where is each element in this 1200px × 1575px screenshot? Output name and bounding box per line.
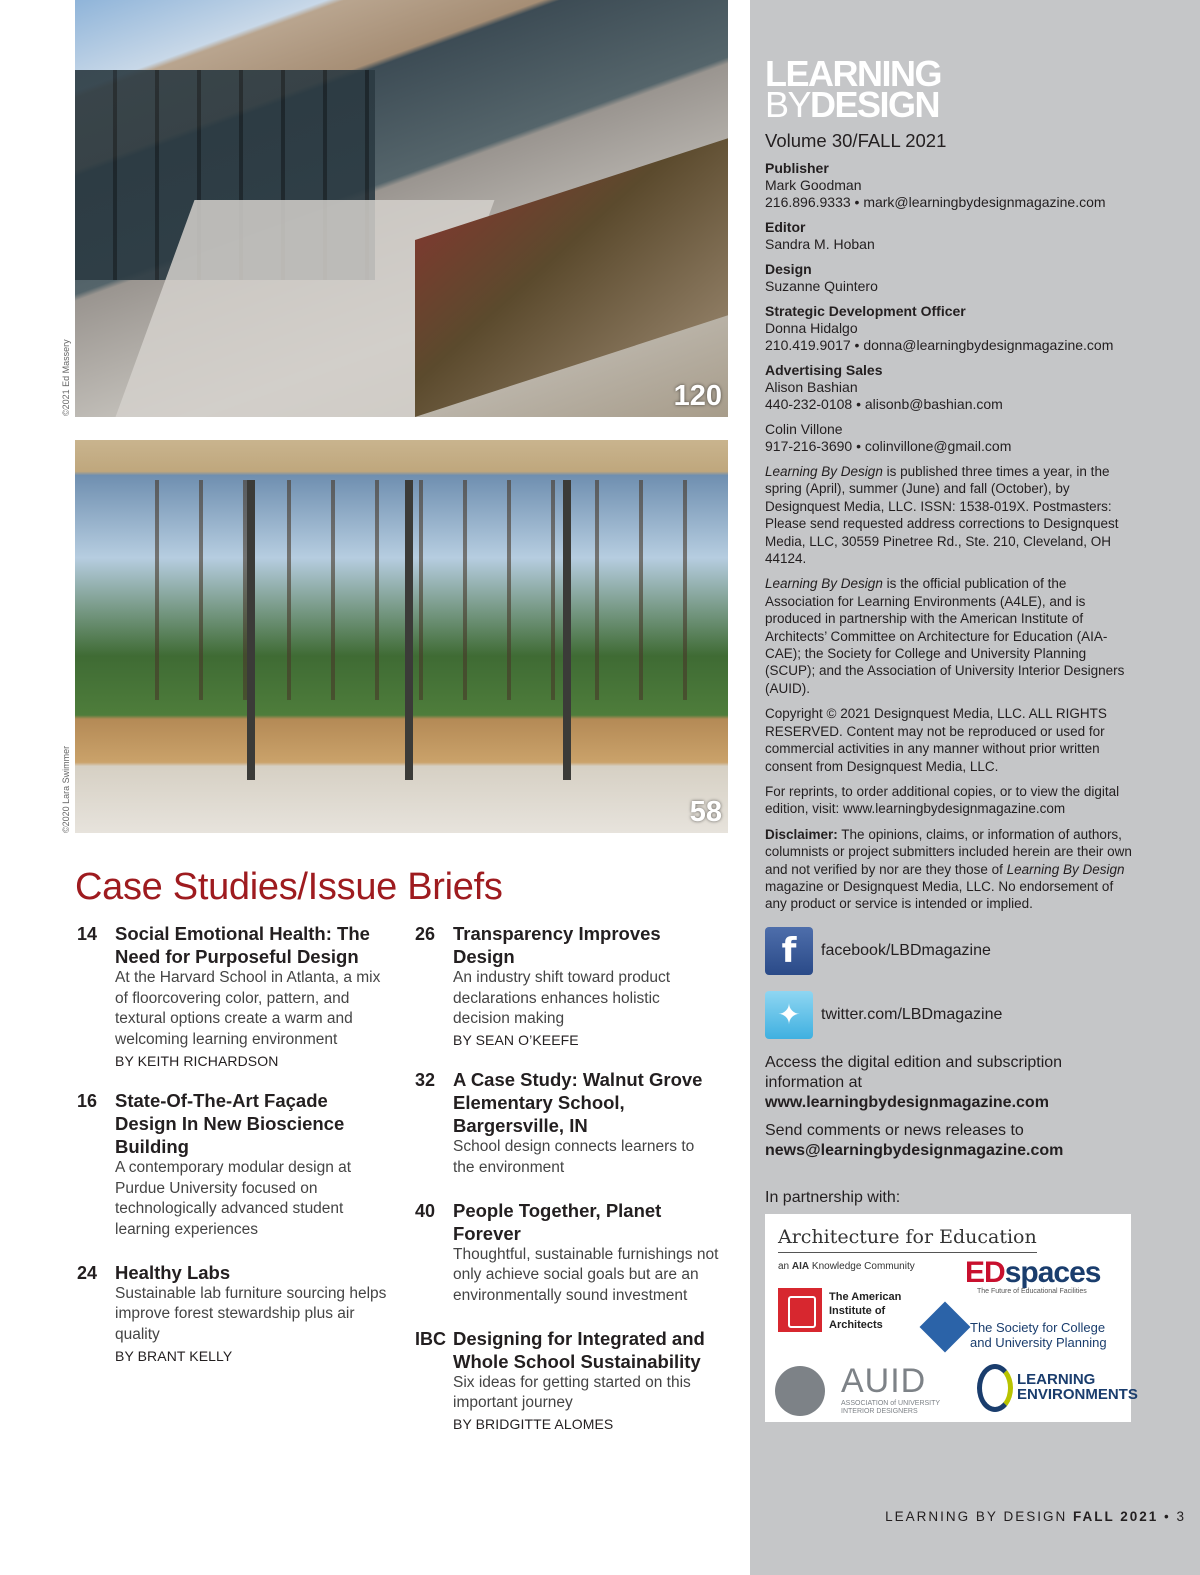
article-description: Sustainable lab furniture sourcing helps improve forest stewardship plus air quality	[115, 1284, 387, 1344]
staff-contact[interactable]: 440-232-0108 • alisonb@bashian.com	[765, 396, 1003, 412]
disclaimer	[765, 826, 1135, 913]
contents-column-left	[77, 922, 397, 1384]
masthead-sidebar	[750, 0, 1200, 1575]
classroom-photo	[75, 440, 728, 833]
staff-name: Sandra M. Hoban	[765, 236, 875, 252]
staff-name: Donna Hidalgo	[765, 320, 858, 336]
twitter-icon[interactable]: ✦	[765, 991, 813, 1039]
article-title: State-Of-The-Art Façade Design In New Bioscience Building	[115, 1089, 345, 1157]
magazine-logo	[765, 53, 1135, 125]
learning-environments-name: LEARNING ENVIRONMENTS	[1017, 1370, 1138, 1403]
page-number: 40	[415, 1200, 436, 1221]
contents-item[interactable]	[77, 922, 397, 1069]
staff-role: Strategic Development Officer	[765, 303, 966, 319]
staff-entry	[765, 362, 1135, 413]
staff-role: Editor	[765, 219, 806, 235]
contents-item[interactable]	[77, 1089, 397, 1241]
logo-by: BY	[765, 84, 811, 125]
staff-name: Mark Goodman	[765, 177, 862, 193]
article-description: A contemporary modular design at Purdue University focused on technologically advanced student learning experiences	[115, 1158, 352, 1238]
copyright-notice: Copyright © 2021 Designquest Media, LLC. ALL RIGHTS RESERVED. Content may not be reproduced or used for commercial activities in any manner without prior written consent from Designquest Media, LLC.	[765, 706, 1107, 774]
facebook-link[interactable]	[765, 921, 1135, 981]
twitter-link[interactable]	[765, 985, 1135, 1045]
edspaces-rest: spaces	[1004, 1255, 1101, 1289]
staff-contact[interactable]: 216.896.9333 • mark@learningbydesignmagazine.com	[765, 194, 1106, 210]
aia-eagle-icon[interactable]	[778, 1288, 822, 1332]
facebook-icon[interactable]: f	[765, 927, 813, 975]
access-text: Access the digital edition and subscription information at	[765, 1053, 1063, 1091]
article-title: Designing for Integrated and Whole School Sustainability	[453, 1327, 705, 1372]
article-description: School design connects learners to the environment	[453, 1138, 695, 1176]
learning-environments-icon[interactable]	[977, 1364, 1013, 1412]
magazine-name: Learning By Design	[1006, 861, 1125, 877]
staff-entry	[765, 303, 1135, 354]
folio-page: • 3	[1158, 1509, 1186, 1524]
logo-line2: DESIGN	[810, 84, 940, 125]
disclaimer-label: Disclaimer:	[765, 826, 838, 842]
aia-knowledge-community	[778, 1261, 915, 1272]
contents-column-right	[415, 922, 735, 1452]
page-number: IBC	[415, 1328, 446, 1349]
aia-kc-suffix: Knowledge Community	[809, 1260, 915, 1272]
contents-item[interactable]	[415, 1327, 735, 1432]
article-description: Thoughtful, sustainable furnishings not only achieve social goals but are an environmentally sound investment	[453, 1245, 719, 1304]
article-byline: BY BRANT KELLY	[115, 1347, 233, 1364]
staff-entry	[765, 160, 1135, 211]
article-byline: BY BRIDGITTE ALOMES	[453, 1416, 614, 1433]
staff-name: Suzanne Quintero	[765, 278, 878, 294]
twitter-handle[interactable]: twitter.com/LBDmagazine	[821, 1005, 1003, 1023]
article-title: Transparency Improves Design	[453, 923, 661, 967]
disclaimer-text: The opinions, claims, or information of authors, columnists or project submitters included herein are their own and not verified by nor are they those of	[765, 826, 1132, 877]
article-title: Social Emotional Health: The Need for Purposeful Design	[115, 923, 370, 967]
article-byline: BY KEITH RICHARDSON	[115, 1052, 279, 1069]
digital-edition-info	[765, 1053, 1135, 1113]
page-number: 14	[77, 924, 98, 944]
page-number: 32	[415, 1070, 436, 1091]
disclaimer-text: magazine or Designquest Media, LLC. No endorsement of any product or service is intended or implied.	[765, 878, 1114, 912]
publication-info	[765, 463, 1135, 567]
folio-magazine: LEARNING BY DESIGN	[885, 1509, 1073, 1524]
scup-name: The Society for College and University Planning	[970, 1319, 1107, 1350]
contents-item[interactable]	[415, 922, 735, 1048]
architecture-for-education-logo[interactable]: Architecture for Education	[778, 1226, 1037, 1253]
folio-issue: FALL 2021	[1072, 1509, 1159, 1524]
volume-label: Volume 30/FALL 2021	[765, 130, 947, 151]
reprints-info: For reprints, to order additional copies, or to view the digital edition, visit: www.learningbydesignmagazine.com	[765, 783, 1120, 817]
news-contact	[765, 1121, 1135, 1161]
contents-item[interactable]	[77, 1261, 397, 1364]
staff-name: Colin Villone	[765, 421, 843, 437]
auid-tagline: ASSOCIATION of UNIVERSITY INTERIOR DESIGNERS	[841, 1399, 940, 1415]
staff-entry	[765, 261, 1135, 295]
aia-kc-prefix: an	[778, 1260, 792, 1272]
article-title: People Together, Planet Forever	[453, 1199, 662, 1244]
staff-contact[interactable]: 210.419.9017 • donna@learningbydesignmagazine.com	[765, 337, 1114, 353]
edspaces-tagline: The Future of Educational Facilities	[977, 1287, 1087, 1295]
article-title: Healthy Labs	[115, 1261, 231, 1283]
auid-circle-icon[interactable]	[775, 1366, 825, 1416]
contents-item[interactable]	[415, 1068, 735, 1178]
staff-name: Alison Bashian	[765, 379, 858, 395]
magazine-name: Learning By Design	[765, 576, 883, 592]
staff-entry	[765, 219, 1135, 253]
send-text: Send comments or news releases to	[765, 1121, 1024, 1139]
edspaces-logo[interactable]	[965, 1256, 1100, 1290]
website-link[interactable]: www.learningbydesignmagazine.com	[765, 1093, 1049, 1111]
logo-line1: LEARNING	[765, 53, 941, 94]
publication-info-text: is published three times a year, in the spring (April), summer (June) and fall (October), by Designquest Media, LLC. ISSN: 1538-019X. Postmasters: Please send requested address corrections to Designquest Media, LLC, 30559 Pinetree Rd., Ste. 210, Cleveland, OH 44124.	[765, 464, 1119, 567]
article-byline: BY SEAN O’KEEFE	[453, 1032, 579, 1049]
photo-credit: ©2020 Lara Swimmer	[61, 745, 71, 833]
staff-role: Publisher	[765, 160, 829, 176]
news-email-link[interactable]: news@learningbydesignmagazine.com	[765, 1141, 1064, 1159]
official-publication-text: is the official publication of the Association for Learning Environments (A4LE), and is produced in partnership with the American Institute of Architects’ Committee on Architecture for Education (AIA-CAE); the Society for College and University Planning (SCUP); and the Association of University Interior Designers (AUID).	[765, 576, 1125, 696]
aia-kc-bold: AIA	[791, 1260, 810, 1272]
section-heading: Case Studies/Issue Briefs	[75, 866, 503, 908]
window-frames	[97, 480, 717, 780]
staff-entry	[765, 421, 1135, 455]
auid-logo: AUID	[841, 1361, 927, 1400]
facebook-handle[interactable]: facebook/LBDmagazine	[821, 941, 991, 959]
page-folio	[885, 1509, 1186, 1524]
planting-bed	[415, 138, 728, 417]
partner-logos	[765, 1214, 1138, 1422]
article-description: Six ideas for getting started on this important journey	[453, 1373, 691, 1412]
page-number: 24	[77, 1262, 98, 1283]
aia-name: The American Institute of Architects	[829, 1290, 902, 1331]
article-description: An industry shift toward product declarations enhances holistic decision making	[453, 969, 671, 1028]
page-number: 26	[415, 924, 436, 944]
article-title: A Case Study: Walnut Grove Elementary School, Bargersville, IN	[453, 1069, 703, 1137]
partnership-label: In partnership with:	[765, 1188, 901, 1206]
edspaces-ed: ED	[965, 1255, 1005, 1289]
article-description: At the Harvard School in Atlanta, a mix of floorcovering color, pattern, and textural options create a warm and welcoming learning environment	[115, 969, 381, 1049]
magazine-name: Learning By Design	[765, 464, 883, 479]
courtyard-photo	[75, 0, 728, 417]
official-publication-info	[765, 575, 1135, 697]
page-number: 16	[77, 1090, 98, 1111]
scup-diamond-icon[interactable]	[920, 1301, 971, 1352]
photo-page-number[interactable]: 120	[673, 380, 722, 412]
photo-page-number[interactable]: 58	[689, 796, 722, 828]
staff-role: Advertising Sales	[765, 362, 883, 378]
staff-role: Design	[765, 261, 812, 277]
staff-contact[interactable]: 917-216-3690 • colinvillone@gmail.com	[765, 438, 1012, 454]
photo-credit: ©2021 Ed Massery	[61, 339, 71, 416]
contents-item[interactable]	[415, 1199, 735, 1307]
